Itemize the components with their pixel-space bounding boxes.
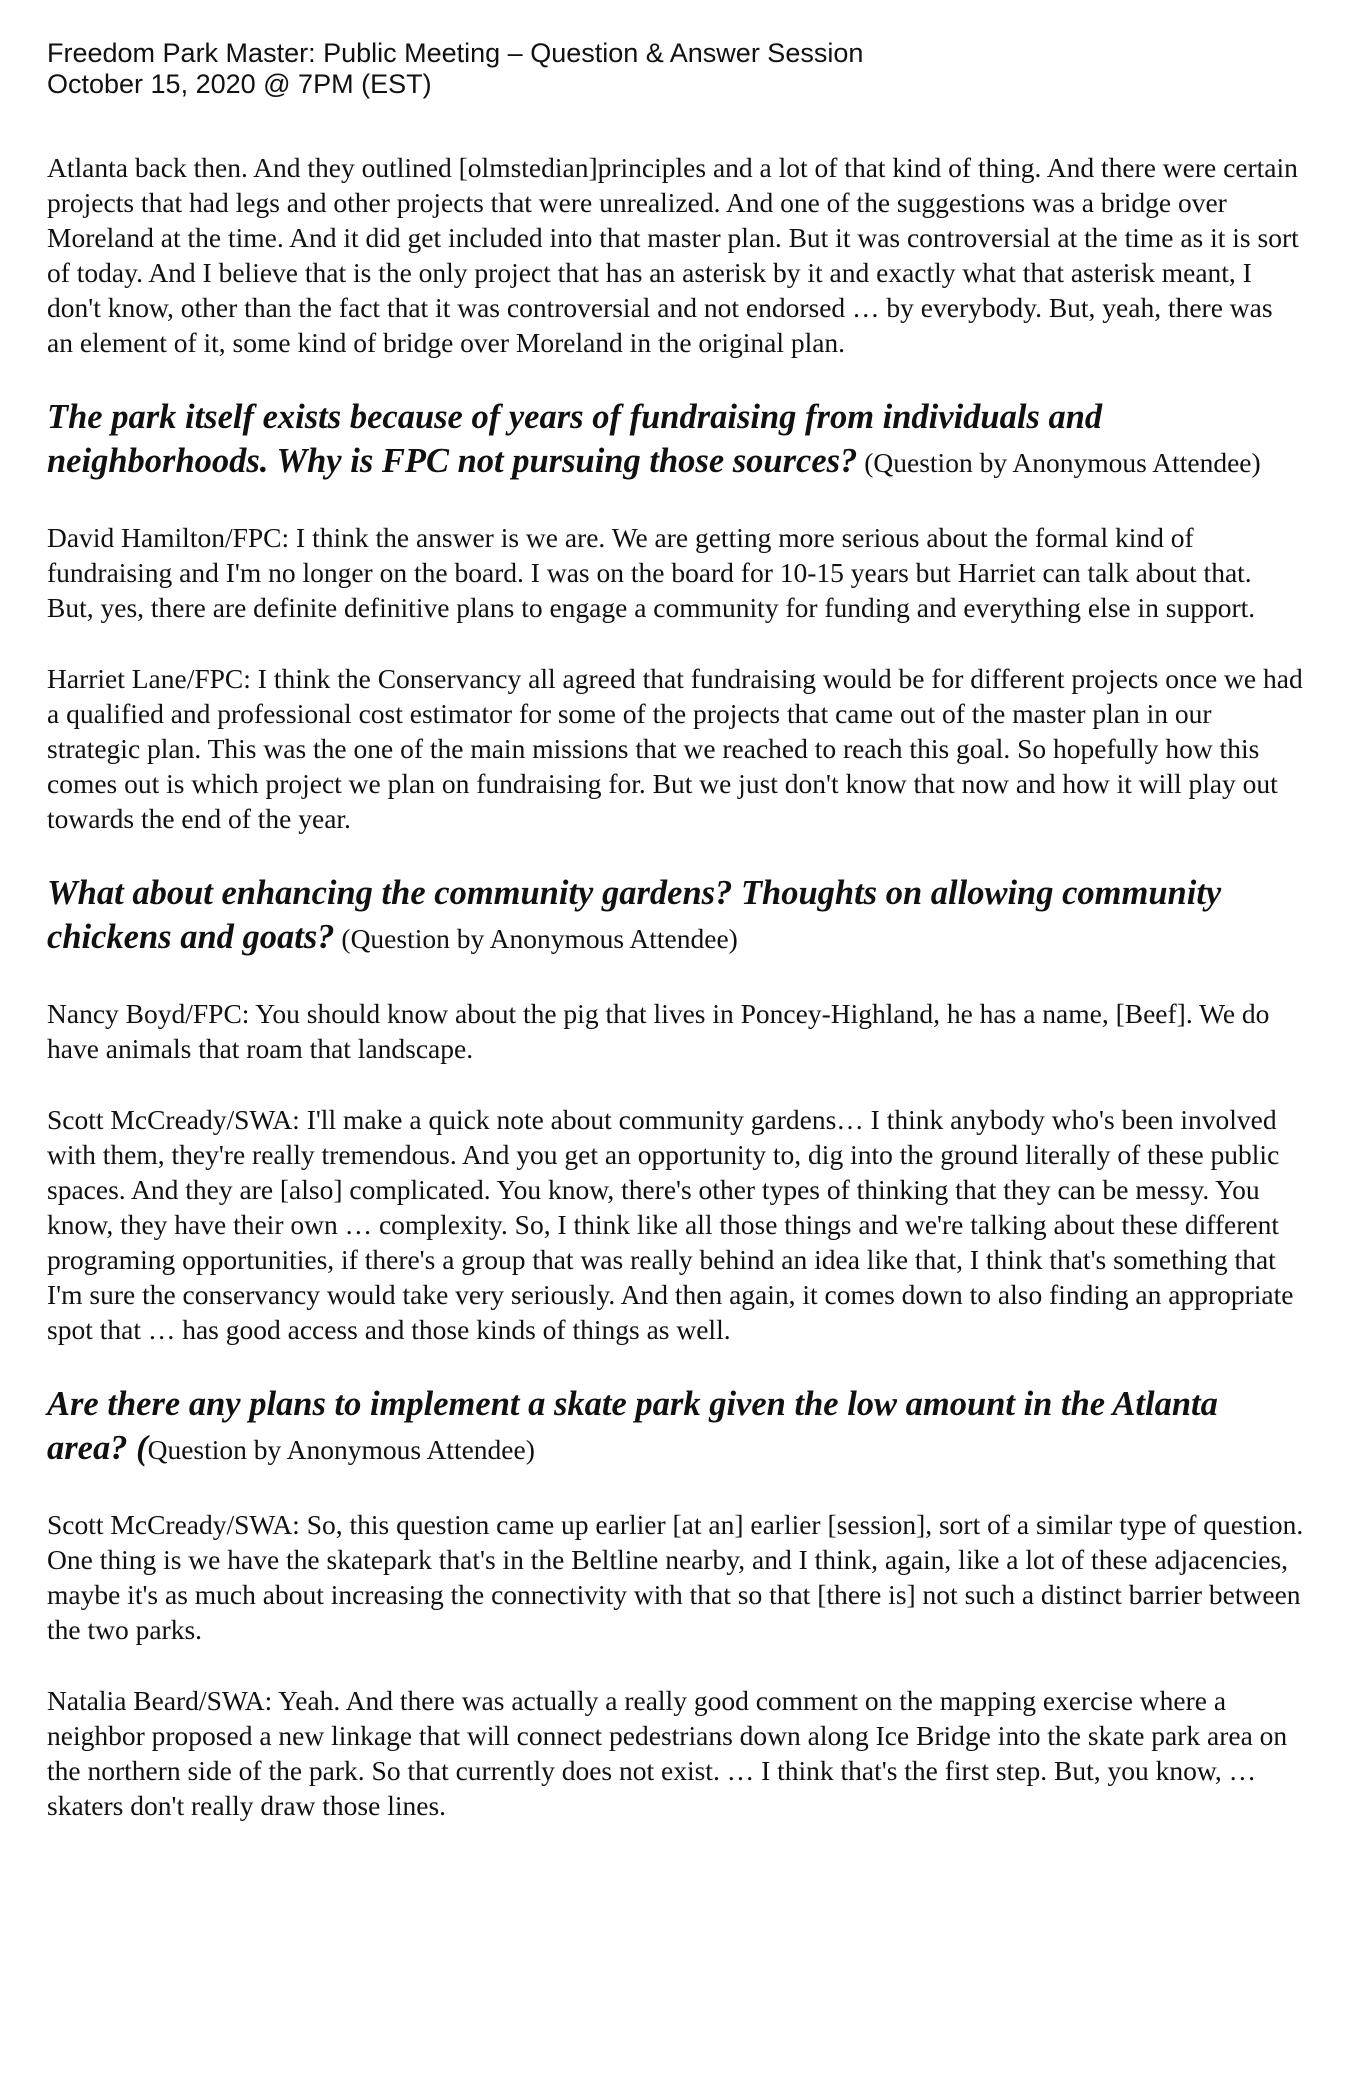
transcript-body <box>47 150 1305 1859</box>
question-text: What about enhancing the community gardens? Thoughts on allowing community chickens and goats? <box>47 874 1222 956</box>
answer-paragraph: Nancy Boyd/FPC: You should know about the pig that lives in Poncey-Highland, he has a name, [Beef]. We do have animals that roam that landscape. <box>47 998 1270 1064</box>
question-text: The park itself exists because of years of fundraising from individuals and neighborhoods. Why is FPC not pursuing those sources? <box>47 398 1103 480</box>
answer-paragraph: Scott McCready/SWA: So, this question came up earlier [at an] earlier [session], sort of a similar type of question. One thing is we have the skatepark that's in the Beltline nearby, and I think, again, like a lot of these adjacencies, maybe it's as much about increasing the connectivity with that so that [there is] not such a distinct barrier between the two parks. <box>47 1509 1304 1645</box>
question-attribution: Question by Anonymous Attendee) <box>147 1434 535 1465</box>
answer-paragraph: Atlanta back then. And they outlined [olmstedian]principles and a lot of that kind of thing. And there were certain projects that had legs and other projects that were unrealized. And one of the suggestions was a bridge over Moreland at the time. And it did get included into that master plan. But it was controversial at the time as it is sort of today. And I believe that is the only project that has an asterisk by it and exactly what that asterisk meant, I don't know, other than the fact that it was controversial and not endorsed … by everybody. But, yeah, there was an element of it, some kind of bridge over Moreland in the original plan. <box>47 152 1299 358</box>
answer-paragraph: Harriet Lane/FPC: I think the Conservancy all agreed that fundraising would be for different projects once we had a qualified and professional cost estimator for some of the projects that came out of the master plan in our strategic plan. This was the one of the main missions that we reached to reach this goal. So hopefully how this comes out is which project we plan on fundraising for. But we just don't know that now and how it will play out towards the end of the year. <box>47 663 1303 834</box>
document-title: Freedom Park Master: Public Meeting – Question & Answer Session <box>47 38 864 68</box>
answer-paragraph: Natalia Beard/SWA: Yeah. And there was actually a really good comment on the mapping exercise where a neighbor proposed a new linkage that will connect pedestrians down along Ice Bridge into the skate park area on the northern side of the park. So that currently does not exist. … I think that's the first step. But, you know, … skaters don't really draw those lines. <box>47 1685 1288 1821</box>
question-attribution: (Question by Anonymous Attendee) <box>334 923 738 954</box>
question-heading <box>47 396 1305 484</box>
document-date: October 15, 2020 @ 7PM (EST) <box>47 69 432 99</box>
answer-paragraph: David Hamilton/FPC: I think the answer is we are. We are getting more serious about the formal kind of fundraising and I'm no longer on the board. I was on the board for 10-15 years but Harriet can talk about that. But, yes, there are definite definitive plans to engage a community for funding and everything else in support. <box>47 522 1256 623</box>
question-heading <box>47 1383 1305 1471</box>
question-attribution: (Question by Anonymous Attendee) <box>857 447 1261 478</box>
question-text: Are there any plans to implement a skate park given the low amount in the Atlanta area? ( <box>47 1385 1218 1467</box>
page-header <box>47 38 1247 100</box>
question-heading <box>47 872 1305 960</box>
answer-paragraph: Scott McCready/SWA: I'll make a quick note about community gardens… I think anybody who's been involved with them, they're really tremendous. And you get an opportunity to, dig into the ground literally of these public spaces. And they are [also] complicated. You know, there's other types of thinking that they can be messy. You know, they have their own … complexity. So, I think like all those things and we're talking about these different programing opportunities, if there's a group that was really behind an idea like that, I think that's something that I'm sure the conservancy would take very seriously. And then again, it comes down to also finding an appropriate spot that … has good access and those kinds of things as well. <box>47 1104 1294 1345</box>
